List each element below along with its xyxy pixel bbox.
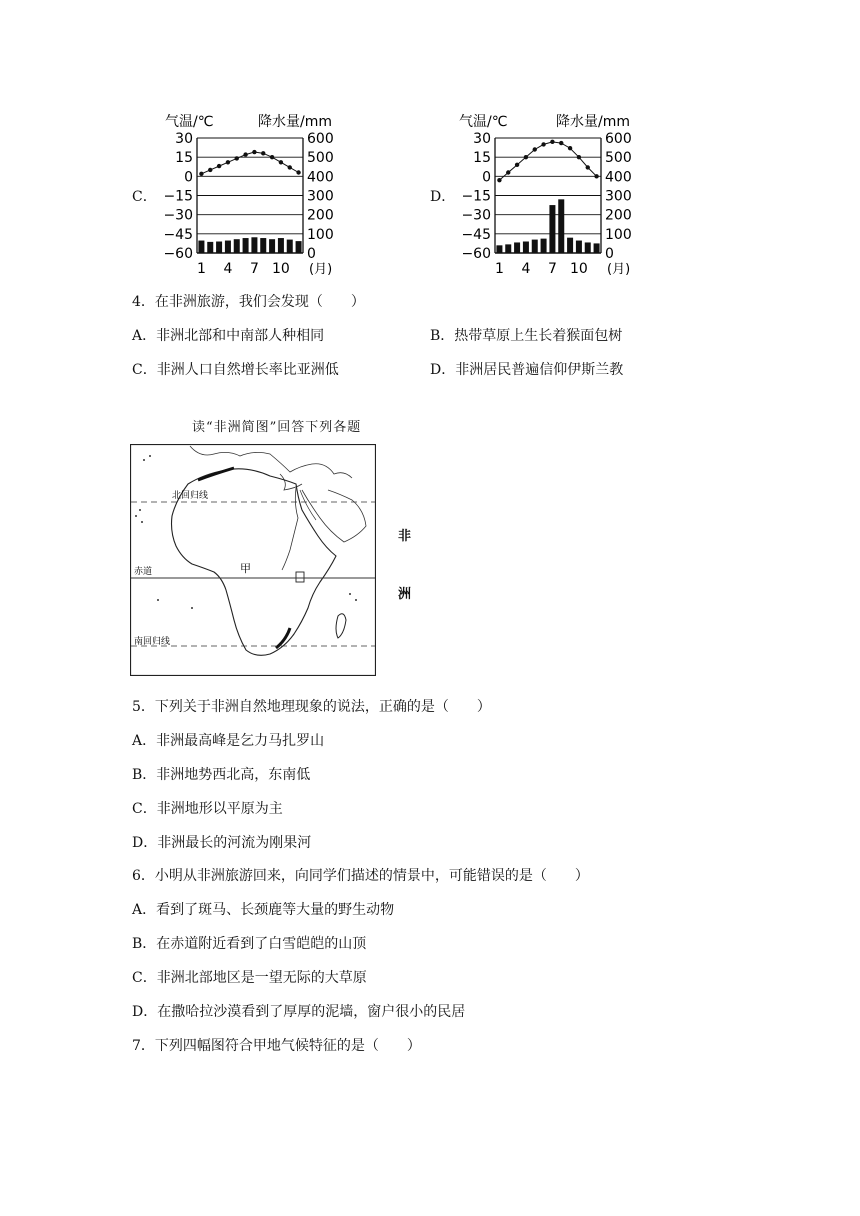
precip-tick-label: 200 <box>307 207 334 224</box>
precip-bar <box>278 238 284 253</box>
side-char-2: 洲 <box>398 587 412 602</box>
month-tick-label: 10 <box>570 261 588 277</box>
temp-line <box>499 142 596 180</box>
temp-point <box>288 165 292 169</box>
temp-point <box>296 170 300 174</box>
q5-option-d: D．非洲最长的河流为刚果河 <box>132 835 312 851</box>
temp-tick-label: −60 <box>461 246 491 262</box>
precip-bar <box>549 205 555 253</box>
temp-line <box>201 152 298 174</box>
temp-point <box>515 163 519 167</box>
temp-tick-label: 30 <box>175 131 193 147</box>
precip-bar <box>505 244 511 253</box>
q5-option-c: C．非洲地形以平原为主 <box>132 801 283 817</box>
temp-tick-label: 15 <box>473 150 491 167</box>
month-tick-label: 1 <box>196 261 206 277</box>
precip-tick-label: 600 <box>605 131 632 147</box>
temp-point <box>226 160 230 164</box>
temp-point <box>208 168 212 172</box>
q7-stem: 7．下列四幅图符合甲地气候特征的是（ ） <box>132 1038 421 1054</box>
temp-tick-label: −15 <box>461 188 491 205</box>
precip-bar <box>207 242 213 253</box>
precip-tick-label: 400 <box>605 169 632 186</box>
tropic-north-label: 北回归线 <box>172 491 209 501</box>
precip-bar <box>514 242 520 253</box>
precip-bar <box>296 241 302 253</box>
precip-axis-title: 降水量/mm <box>258 114 332 130</box>
equator-label: 赤道 <box>134 567 153 577</box>
precip-tick-label: 200 <box>605 207 632 224</box>
temp-tick-label: −45 <box>163 226 193 243</box>
africa-map <box>130 444 376 676</box>
precip-tick-label: 100 <box>605 226 632 243</box>
q5-option-a: A．非洲最高峰是乞力马扎罗山 <box>132 733 325 749</box>
q4-option-c: C．非洲人口自然增长率比亚洲低 <box>132 362 339 378</box>
precip-bar <box>260 238 266 253</box>
q4-stem: 4．在非洲旅游，我们会发现（ ） <box>132 294 365 310</box>
option-c-label: C． <box>132 189 157 205</box>
precip-bar <box>225 241 231 253</box>
side-char-1: 非 <box>398 529 412 544</box>
temp-point <box>243 152 247 156</box>
temp-tick-label: 30 <box>473 131 491 147</box>
option-d-label: D． <box>430 189 456 205</box>
month-tick-label: 7 <box>547 261 557 277</box>
temp-axis-title: 气温/℃ <box>459 114 508 130</box>
temp-tick-label: −15 <box>163 188 193 205</box>
q4-option-b: B．热带草原上生长着猴面包树 <box>430 328 623 344</box>
temp-point <box>199 172 203 176</box>
q6-stem: 6．小明从非洲旅游回来，向同学们描述的情景中，可能错误的是（ ） <box>132 868 589 884</box>
precip-bar <box>243 238 249 253</box>
precip-bar <box>532 240 538 253</box>
temp-point <box>541 142 545 146</box>
temp-tick-label: −45 <box>461 226 491 243</box>
climate-chart-c <box>155 110 355 280</box>
q6-option-b: B．在赤道附近看到了白雪皑皑的山顶 <box>132 936 367 952</box>
temp-tick-label: −60 <box>163 246 193 262</box>
temp-point <box>279 160 283 164</box>
precip-tick-label: 300 <box>605 188 632 205</box>
precip-bar <box>234 239 240 253</box>
precip-bar <box>558 199 564 253</box>
temp-point <box>524 155 528 159</box>
q5-stem: 5．下列关于非洲自然地理现象的说法，正确的是（ ） <box>132 699 491 715</box>
precip-bar <box>216 242 222 254</box>
precip-bar <box>523 242 529 254</box>
temp-point <box>559 141 563 145</box>
temp-point <box>235 156 239 160</box>
month-tick-label: (月) <box>309 262 333 277</box>
precip-tick-label: 0 <box>307 246 316 262</box>
temp-point <box>506 170 510 174</box>
climate-chart-d <box>453 110 653 280</box>
precip-bar <box>541 239 547 253</box>
temp-tick-label: −30 <box>163 207 193 224</box>
month-tick-label: 4 <box>223 261 233 277</box>
precip-bar <box>269 239 275 253</box>
temp-tick-label: 0 <box>482 169 491 186</box>
precip-bar <box>585 242 591 253</box>
month-tick-label: 1 <box>494 261 504 277</box>
precip-bar <box>287 240 293 253</box>
precip-tick-label: 0 <box>605 246 614 262</box>
temp-point <box>577 155 581 159</box>
precip-tick-label: 500 <box>605 150 632 167</box>
temp-tick-label: −30 <box>461 207 491 224</box>
temp-point <box>594 174 598 178</box>
month-tick-label: (月) <box>607 262 631 277</box>
precip-bar <box>198 241 204 253</box>
map-title: 读“非洲简图”回答下列各题 <box>192 420 362 435</box>
temp-point <box>568 146 572 150</box>
temp-tick-label: 0 <box>184 169 193 186</box>
precip-bar <box>567 238 573 253</box>
temp-point <box>533 147 537 151</box>
q5-option-b: B．非洲地势西北高，东南低 <box>132 767 311 783</box>
temp-point <box>252 150 256 154</box>
tropic-south-label: 南回归线 <box>134 637 171 647</box>
month-tick-label: 10 <box>272 261 290 277</box>
precip-bar <box>496 245 502 253</box>
month-tick-label: 7 <box>249 261 259 277</box>
temp-point <box>550 140 554 144</box>
temp-point <box>217 164 221 168</box>
precip-tick-label: 100 <box>307 226 334 243</box>
q6-option-d: D．在撒哈拉沙漠看到了厚厚的泥墙，窗户很小的民居 <box>132 1004 466 1020</box>
precip-tick-label: 300 <box>307 188 334 205</box>
jia-label: 甲 <box>240 562 251 575</box>
precip-axis-title: 降水量/mm <box>556 114 630 130</box>
temp-point <box>261 151 265 155</box>
temp-point <box>497 178 501 182</box>
temp-axis-title: 气温/℃ <box>165 114 214 130</box>
q4-option-d: D．非洲居民普遍信仰伊斯兰教 <box>430 362 624 378</box>
precip-bar <box>594 243 600 253</box>
q6-option-a: A．看到了斑马、长颈鹿等大量的野生动物 <box>132 902 395 918</box>
precip-tick-label: 400 <box>307 169 334 186</box>
precip-bar <box>251 237 257 253</box>
temp-point <box>586 165 590 169</box>
month-tick-label: 4 <box>521 261 531 277</box>
temp-tick-label: 15 <box>175 150 193 167</box>
precip-tick-label: 600 <box>307 131 334 147</box>
q4-option-a: A．非洲北部和中南部人种相同 <box>132 328 325 344</box>
precip-bar <box>576 241 582 253</box>
temp-point <box>270 155 274 159</box>
q6-option-c: C．非洲北部地区是一望无际的大草原 <box>132 970 367 986</box>
precip-tick-label: 500 <box>307 150 334 167</box>
